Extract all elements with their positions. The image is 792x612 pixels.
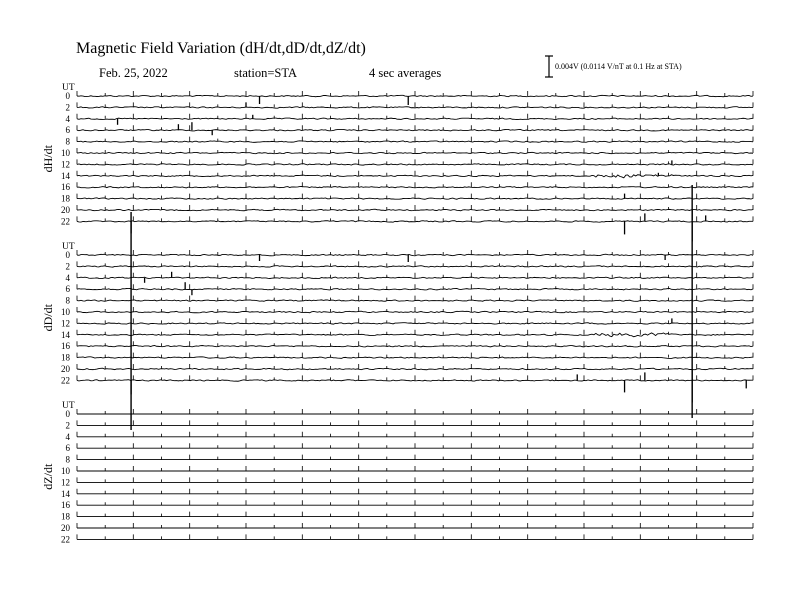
hour-label: 14 xyxy=(61,329,70,340)
hour-ticks xyxy=(77,477,753,482)
hour-label: 0 xyxy=(65,91,70,101)
hour-label: 10 xyxy=(61,148,70,158)
panel-0 xyxy=(41,83,753,241)
hour-ticks xyxy=(77,375,753,380)
scale-label: 0.004V (0.0114 V/nT at 0.1 Hz at STA) xyxy=(555,62,682,71)
hour-label: 4 xyxy=(65,113,70,124)
hour-label: 22 xyxy=(61,375,70,386)
hour-label: 16 xyxy=(61,182,70,193)
trace-row xyxy=(77,300,753,301)
hour-label: 2 xyxy=(65,420,70,431)
hour-label: 8 xyxy=(65,136,70,147)
panels-group xyxy=(41,83,753,544)
hour-label: 16 xyxy=(61,341,70,352)
hour-ticks xyxy=(77,91,753,96)
hour-ticks xyxy=(77,443,753,448)
hour-label: 2 xyxy=(65,261,70,272)
hour-ticks xyxy=(77,420,753,425)
hour-label: 6 xyxy=(65,284,70,295)
station-label: station=STA xyxy=(234,66,297,80)
hour-label: 6 xyxy=(65,443,70,454)
hour-label: 12 xyxy=(61,477,70,488)
hour-ticks xyxy=(77,137,753,142)
panel-1 xyxy=(41,242,753,402)
hour-ticks xyxy=(77,284,753,289)
hour-label: 22 xyxy=(61,216,70,227)
averaging-label: 4 sec averages xyxy=(369,66,442,80)
hour-label: 18 xyxy=(61,352,70,363)
hour-ticks xyxy=(77,455,753,460)
hour-label: 22 xyxy=(61,534,70,545)
hour-label: 4 xyxy=(65,431,70,442)
panel-2 xyxy=(41,401,753,544)
scale-bar xyxy=(545,56,553,77)
hour-ticks xyxy=(77,307,753,312)
hour-ticks xyxy=(77,296,753,301)
trace-row xyxy=(77,198,753,199)
panel-label: dD/dt xyxy=(41,304,55,332)
hour-label: 14 xyxy=(61,170,70,181)
hour-label: 14 xyxy=(61,488,70,499)
hour-ticks xyxy=(77,261,753,266)
hour-label: 12 xyxy=(61,318,70,329)
hour-ticks xyxy=(77,466,753,471)
hour-label: 0 xyxy=(65,409,70,419)
hour-ticks xyxy=(77,489,753,494)
hour-label: 20 xyxy=(61,205,70,215)
hour-label: 12 xyxy=(61,159,70,170)
hour-ticks xyxy=(77,500,753,505)
trace-row xyxy=(77,311,753,313)
trace-row xyxy=(77,323,753,324)
hour-label: 0 xyxy=(65,250,70,260)
trace-row xyxy=(77,95,753,96)
hour-ticks xyxy=(77,432,753,437)
chart-title: Magnetic Field Variation (dH/dt,dD/dt,dZ/dt) xyxy=(76,40,366,57)
hour-label: 8 xyxy=(65,454,70,465)
hour-ticks xyxy=(77,182,753,187)
hour-label: 18 xyxy=(61,511,70,522)
hour-ticks xyxy=(77,409,753,414)
hour-label: 20 xyxy=(61,523,70,533)
trace-row xyxy=(77,368,753,370)
hour-label: 16 xyxy=(61,500,70,511)
hour-ticks xyxy=(77,523,753,528)
hour-label: 6 xyxy=(65,125,70,136)
hour-label: 10 xyxy=(61,307,70,317)
hour-label: 4 xyxy=(65,272,70,283)
hour-label: 8 xyxy=(65,295,70,306)
hour-label: 2 xyxy=(65,102,70,113)
panel-label: dH/dt xyxy=(41,145,55,173)
ut-label: UT xyxy=(62,242,75,252)
date-label: Feb. 25, 2022 xyxy=(99,66,168,80)
hour-ticks xyxy=(77,250,753,255)
hour-label: 18 xyxy=(61,193,70,204)
hour-label: 20 xyxy=(61,364,70,374)
hour-label: 10 xyxy=(61,466,70,476)
panel-label: dZ/dt xyxy=(41,463,55,490)
hour-ticks xyxy=(77,534,753,539)
ut-label: UT xyxy=(62,83,75,93)
hour-ticks xyxy=(77,512,753,517)
ut-label: UT xyxy=(62,401,75,411)
